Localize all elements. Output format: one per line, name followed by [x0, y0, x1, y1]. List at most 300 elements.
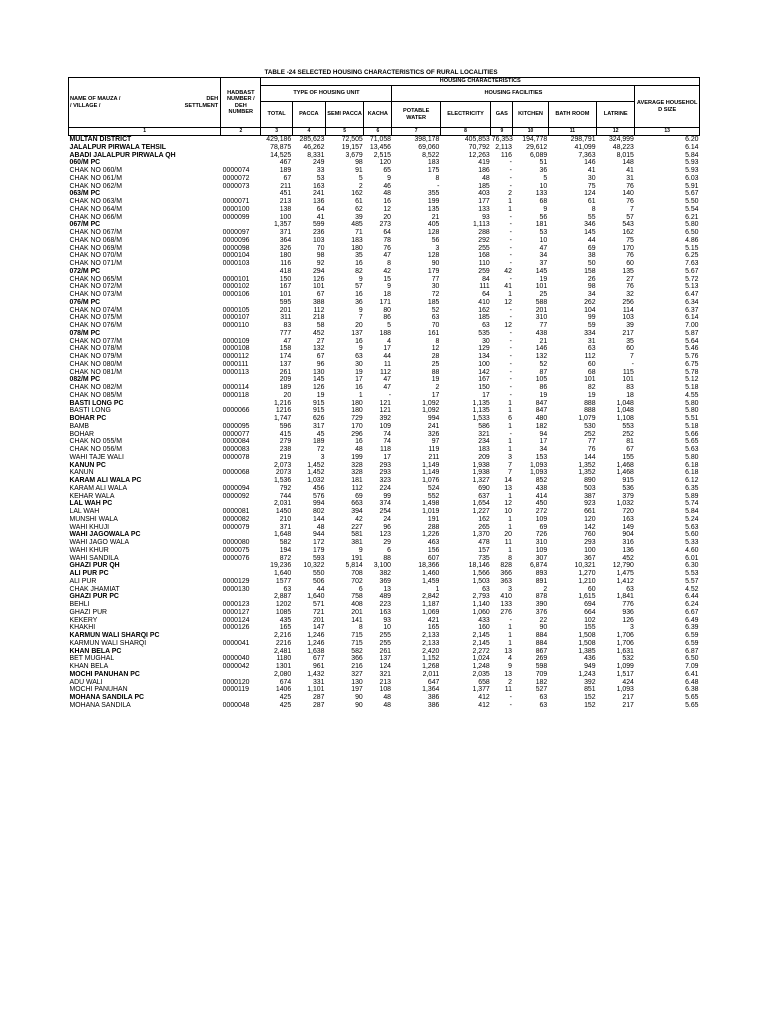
locality-name: WAHI JAGOWALA PC: [69, 531, 141, 539]
cell-value: 1,092: [422, 399, 440, 407]
subtotal-row: [69, 136, 700, 144]
cell-value: 1: [508, 632, 512, 639]
cell-value: 92: [316, 260, 325, 267]
cell-value: 1,032: [307, 477, 325, 484]
cell-value: 180: [279, 252, 292, 260]
cell-value: 1: [358, 391, 363, 399]
cell-value: 35: [355, 252, 363, 260]
cell-value: 6.38: [685, 686, 699, 694]
locality-name: LAL WAH: [69, 508, 100, 515]
cell-value: 374: [379, 500, 391, 508]
hadbast-number: 0000112: [222, 353, 249, 360]
locality-name: 082/M PC: [69, 376, 101, 384]
table-row: [69, 640, 700, 648]
cell-value: 6.44: [685, 593, 699, 601]
cell-value: 186: [478, 167, 490, 174]
cell-value: 429,186: [266, 136, 292, 143]
cell-value: 30: [482, 337, 490, 345]
cell-value: 366: [351, 655, 363, 663]
cell-value: 729: [351, 415, 363, 422]
cell-value: 63: [539, 701, 548, 709]
cell-value: 452: [622, 554, 634, 562]
cell-value: 255: [478, 244, 490, 252]
cell-value: 9: [387, 283, 391, 291]
cell-value: 292: [478, 236, 490, 244]
cell-value: 150: [279, 275, 292, 283]
cell-value: 390: [535, 601, 548, 608]
cell-value: 82: [587, 384, 596, 391]
cell-value: 6.12: [685, 477, 699, 484]
cell-value: 99: [383, 492, 391, 500]
cell-value: 35: [626, 337, 634, 345]
hadbast-number: 0000113: [222, 368, 249, 376]
cell-value: 56: [539, 213, 548, 221]
cell-value: 9: [543, 205, 548, 213]
cell-value: 130: [351, 678, 363, 686]
cell-value: 57: [355, 283, 363, 291]
cell-value: 18,366: [418, 562, 440, 570]
cell-value: 28: [431, 353, 440, 360]
locality-name: CHAK NO 080/M: [69, 360, 122, 368]
cell-value: 398,178: [414, 136, 440, 143]
cell-value: 17: [482, 391, 490, 399]
cell-value: 346: [584, 221, 596, 229]
cell-value: 213: [279, 198, 292, 205]
cell-value: 1,459: [422, 577, 440, 585]
locality-name: MOCHI PANUHAN: [69, 686, 128, 694]
cell-value: 67: [316, 353, 325, 360]
cell-value: 12,263: [468, 151, 490, 159]
hadbast-number: 0000075: [222, 546, 250, 554]
cell-value: 5.53: [685, 570, 699, 577]
cell-value: 120: [584, 515, 596, 523]
cell-value: 6.67: [685, 608, 699, 616]
locality-name: CHAK NO 085/M: [69, 391, 122, 399]
cell-value: 884: [535, 639, 548, 647]
cell-value: 489: [379, 593, 391, 601]
cell-value: 185: [427, 298, 440, 306]
cell-value: 191: [427, 515, 440, 523]
cell-value: 543: [622, 221, 634, 229]
cell-value: 438: [535, 329, 548, 337]
cell-value: 46: [383, 182, 391, 190]
cell-value: 42: [383, 267, 391, 275]
table-row: [69, 601, 700, 609]
subtotal-row: [69, 593, 700, 601]
cell-value: 63: [587, 345, 596, 353]
cell-value: 311: [280, 314, 292, 322]
cell-value: 5.60: [685, 531, 699, 539]
locality-name: GHAZI PUR: [69, 608, 108, 616]
cell-value: 9: [358, 546, 363, 554]
cell-value: 121: [379, 399, 391, 407]
cell-value: 1: [508, 523, 512, 531]
cell-value: 81: [626, 438, 634, 446]
cell-value: 272: [535, 508, 548, 515]
housing-facilities-header: HOUSING FACILITIES: [392, 86, 635, 102]
cell-value: 19: [431, 376, 440, 384]
cell-value: 6: [387, 546, 391, 554]
cell-value: 12: [504, 298, 512, 306]
cell-value: 776: [622, 601, 634, 608]
cell-value: 30: [431, 283, 440, 291]
cell-value: 167: [279, 283, 292, 291]
cell-value: 1,536: [273, 477, 292, 484]
cell-value: 709: [535, 670, 548, 678]
cell-value: 6,089: [529, 151, 548, 159]
cell-value: 367: [584, 554, 596, 562]
cell-value: 20: [355, 322, 363, 329]
cell-value: 147: [312, 624, 325, 632]
cell-value: 1577: [275, 577, 292, 585]
hadbast-number: 0000076: [222, 554, 250, 562]
cell-value: 452: [312, 329, 325, 337]
kitchen-header: KITCHEN: [513, 102, 548, 128]
cell-value: 915: [622, 477, 634, 484]
locality-name: MOCHI PANUHAN PC: [69, 670, 140, 678]
cell-value: 112: [379, 368, 391, 376]
housing-table: [68, 77, 700, 710]
cell-value: 878: [535, 593, 548, 601]
subtotal-row: [69, 299, 700, 307]
cell-value: 9: [387, 174, 391, 182]
cell-value: 1,079: [578, 415, 596, 422]
cell-value: 172: [312, 539, 325, 546]
table-row: [69, 617, 700, 625]
cell-value: 392: [584, 678, 596, 686]
cell-value: 238: [279, 446, 292, 453]
cell-value: 63: [482, 322, 490, 329]
cell-value: 69: [587, 244, 596, 252]
cell-value: 1,149: [422, 461, 440, 469]
cell-value: 18: [383, 291, 391, 298]
cell-value: 4.60: [685, 546, 699, 554]
locality-name: MULTAN DISTRICT: [69, 136, 132, 143]
cell-value: 124: [584, 190, 596, 198]
hadbast-number: [221, 400, 261, 408]
cell-value: 42: [355, 515, 363, 523]
hadbast-number: [221, 221, 261, 229]
cell-value: 694: [584, 601, 596, 608]
cell-value: -: [509, 360, 512, 368]
cell-value: 1,566: [472, 570, 490, 577]
cell-value: 19,236: [270, 562, 292, 570]
cell-value: 276: [500, 608, 512, 616]
cell-value: 34: [539, 252, 548, 260]
cell-value: 690: [478, 484, 490, 492]
cell-value: 1,243: [578, 670, 596, 678]
hadbast-number: 0000083: [222, 446, 250, 453]
cell-value: 165: [279, 624, 292, 632]
cell-value: 1180: [276, 655, 292, 663]
cell-value: 84: [482, 275, 490, 283]
cell-value: 1,108: [616, 415, 634, 422]
cell-value: 191: [351, 554, 363, 562]
cell-value: 80: [383, 306, 391, 314]
cell-value: 890: [584, 477, 596, 484]
cell-value: 5.78: [685, 368, 699, 376]
column-number: 2: [221, 128, 261, 136]
cell-value: 293: [379, 461, 391, 469]
cell-value: 25: [431, 360, 440, 368]
cell-value: 726: [535, 531, 548, 539]
cell-value: 12: [504, 322, 512, 329]
table-row: [69, 276, 700, 284]
cell-value: 123: [379, 531, 391, 539]
cell-value: 480: [535, 415, 548, 422]
cell-value: 119: [428, 446, 440, 453]
cell-value: 867: [535, 647, 548, 655]
cell-value: 93: [383, 616, 391, 624]
cell-value: 366: [500, 570, 512, 577]
column-number: 6: [364, 128, 392, 136]
cell-value: 1,060: [472, 608, 490, 616]
cell-value: 2,133: [422, 632, 440, 639]
cell-value: 60: [587, 360, 596, 368]
locality-name: KANUN PC: [69, 461, 106, 469]
cell-value: 321: [379, 670, 391, 678]
cell-value: -: [631, 360, 634, 368]
cell-value: 15: [383, 275, 391, 283]
cell-value: 1: [508, 399, 512, 407]
hadbast-number: [221, 159, 261, 167]
cell-value: 287: [312, 701, 325, 709]
cell-value: 70: [316, 244, 325, 252]
subtotal-row: [69, 144, 700, 152]
cell-value: 19,157: [341, 143, 363, 151]
cell-value: 532: [622, 655, 634, 663]
cell-value: 116: [500, 151, 512, 159]
locality-name: ADU WALI: [69, 678, 103, 686]
cell-value: 410: [500, 593, 512, 601]
locality-name: CHAK NO 076/M: [69, 322, 122, 329]
cell-value: 11: [504, 539, 512, 546]
hadbast-number: [221, 593, 261, 601]
cell-value: 371: [279, 523, 292, 531]
cell-value: 158: [279, 345, 292, 353]
cell-value: 463: [427, 539, 440, 546]
cell-value: -: [509, 353, 512, 360]
cell-value: 3: [320, 453, 325, 461]
cell-value: 14: [504, 477, 512, 484]
cell-value: 63: [539, 694, 548, 701]
locality-name: 060/M PC: [69, 159, 101, 167]
cell-value: 101: [584, 376, 596, 384]
cell-value: 86: [383, 314, 391, 322]
cell-value: 72: [316, 446, 325, 453]
cell-value: 6.18: [685, 469, 699, 477]
cell-value: 677: [312, 655, 325, 663]
cell-value: 110: [478, 260, 490, 267]
cell-value: 217: [622, 701, 634, 709]
locality-name: MUNSHI WALA: [69, 515, 118, 523]
cell-value: 68: [539, 198, 548, 205]
cell-value: 1216: [275, 407, 292, 415]
cell-value: 1,377: [472, 686, 490, 694]
table-row: [69, 624, 700, 632]
locality-name: CHAK NO 061/M: [69, 174, 122, 182]
hadbast-number: [221, 632, 261, 640]
cell-value: 405,853: [464, 136, 490, 143]
cell-value: 19: [539, 391, 548, 399]
cell-value: 1,268: [422, 663, 440, 670]
cell-value: 61: [355, 198, 363, 205]
cell-value: 2216: [275, 639, 292, 647]
column-number-row: [69, 128, 700, 136]
cell-value: 8,015: [616, 151, 634, 159]
cell-value: 158: [584, 267, 596, 275]
cell-value: 279: [279, 438, 292, 446]
locality-name: JALALPUR PIRWALA TEHSIL: [69, 143, 166, 151]
locality-name: WAHI KHUR: [69, 546, 109, 554]
cell-value: 387: [584, 492, 596, 500]
cell-value: 76: [587, 446, 596, 453]
cell-value: 31: [626, 174, 634, 182]
cell-value: 90: [355, 701, 363, 709]
cell-value: 1,092: [422, 407, 440, 415]
locality-name: CHAK JHAMIAT: [69, 585, 120, 593]
cell-value: 1,210: [578, 577, 596, 585]
cell-value: 108: [379, 686, 391, 694]
table-row: [69, 446, 700, 454]
locality-name: 076/M PC: [69, 298, 101, 306]
cell-value: 2,272: [472, 647, 490, 655]
hadbast-number: 0000109: [222, 337, 250, 345]
hadbast-number: 0000114: [222, 384, 249, 391]
cell-value: 715: [351, 639, 363, 647]
cell-value: 425: [279, 694, 292, 701]
table-row: [69, 485, 700, 493]
cell-value: 1,101: [307, 686, 325, 694]
cell-value: 2,515: [373, 151, 391, 159]
column-number: 7: [392, 128, 440, 136]
cell-value: 5.12: [685, 376, 699, 384]
average-household-size-header: AVERAGE HOUSEHOL D SIZE: [635, 86, 700, 128]
locality-name: LAL WAH PC: [69, 500, 113, 508]
cell-value: 48: [482, 174, 490, 182]
cell-value: 872: [279, 554, 292, 562]
cell-value: 1: [508, 546, 512, 554]
cell-value: 1,187: [422, 601, 440, 608]
type-of-housing-header: TYPE OF HOUSING UNIT: [261, 86, 392, 102]
cell-value: 328: [351, 461, 363, 469]
cell-value: 7: [358, 314, 363, 322]
cell-value: 75: [626, 236, 634, 244]
locality-name: CHAK NO 068/M: [69, 236, 122, 244]
locality-name: BET MUGHAL: [69, 655, 115, 663]
table-header: [69, 78, 700, 136]
locality-name: ABADI JALALPUR PIRWALA QH: [69, 151, 176, 159]
cell-value: 8: [435, 174, 440, 182]
table-row: [69, 686, 700, 694]
cell-value: 103: [622, 314, 634, 322]
cell-value: -: [509, 337, 512, 345]
cell-value: 5: [358, 174, 363, 182]
cell-value: 120: [379, 159, 391, 167]
cell-value: 663: [351, 500, 363, 508]
cell-value: 124: [379, 663, 391, 670]
document-page: [68, 68, 700, 710]
cell-value: 137: [379, 655, 391, 663]
table-row: [69, 384, 700, 392]
hadbast-number: 0000094: [222, 484, 250, 492]
cell-value: 3: [630, 624, 634, 632]
hadbast-number: 0000104: [222, 252, 250, 260]
cell-value: 1,747: [273, 415, 292, 422]
cell-value: 323: [379, 477, 391, 484]
cell-value: 142: [584, 523, 596, 531]
table-row: [69, 547, 700, 555]
cell-value: -: [509, 306, 512, 314]
cell-value: 16: [355, 438, 363, 446]
cell-value: 224: [379, 484, 391, 492]
cell-value: 115: [622, 368, 634, 376]
cell-value: 63: [283, 585, 292, 593]
cell-value: 132: [312, 345, 325, 353]
cell-value: 234: [478, 438, 490, 446]
hadbast-number: 0000099: [222, 213, 250, 221]
cell-value: 11: [504, 686, 512, 694]
hadbast-number: 0000118: [222, 391, 249, 399]
hadbast-number: 0000103: [222, 260, 250, 267]
potable-water-header: POTABLE WATER: [392, 102, 440, 128]
hadbast-number: 0000129: [222, 577, 250, 585]
cell-value: 33: [316, 167, 325, 174]
cell-value: 847: [535, 407, 548, 415]
cell-value: 241: [427, 422, 440, 430]
cell-value: 27: [316, 337, 325, 345]
cell-value: 576: [312, 492, 325, 500]
cell-value: 2,035: [472, 670, 490, 678]
cell-value: 90: [539, 624, 548, 632]
cell-value: 371: [279, 229, 292, 236]
cell-value: 1,654: [472, 500, 490, 508]
cell-value: 5: [387, 322, 391, 329]
cell-value: 316: [622, 539, 634, 546]
cell-value: 39: [626, 322, 634, 329]
cell-value: 128: [427, 252, 440, 260]
cell-value: 1202: [275, 601, 292, 608]
cell-value: 424: [622, 678, 634, 686]
table-row: [69, 353, 700, 361]
cell-value: 185: [478, 182, 490, 190]
cell-value: 137: [351, 329, 363, 337]
cell-value: 506: [312, 577, 325, 585]
cell-value: 83: [283, 322, 292, 329]
hadbast-number: [221, 531, 261, 539]
cell-value: 418: [279, 267, 292, 275]
cell-value: 170: [622, 244, 634, 252]
cell-value: -: [509, 391, 512, 399]
cell-value: 1,452: [307, 469, 325, 477]
cell-value: 76: [626, 182, 634, 190]
cell-value: 18,146: [468, 562, 490, 570]
cell-value: 152: [584, 694, 596, 701]
cell-value: 13: [383, 585, 391, 593]
cell-value: 5.76: [685, 353, 699, 360]
table-row: [69, 431, 700, 439]
cell-value: 664: [584, 608, 596, 616]
cell-value: 112: [351, 484, 363, 492]
cell-value: 6.87: [685, 647, 699, 655]
cell-value: 5.54: [685, 205, 699, 213]
cell-value: 177: [478, 198, 490, 205]
cell-value: 392: [379, 415, 391, 422]
locality-name: CHAK NO 079/M: [69, 353, 122, 360]
cell-value: 213: [379, 678, 391, 686]
cell-value: 155: [584, 624, 596, 632]
cell-value: -: [509, 384, 512, 391]
